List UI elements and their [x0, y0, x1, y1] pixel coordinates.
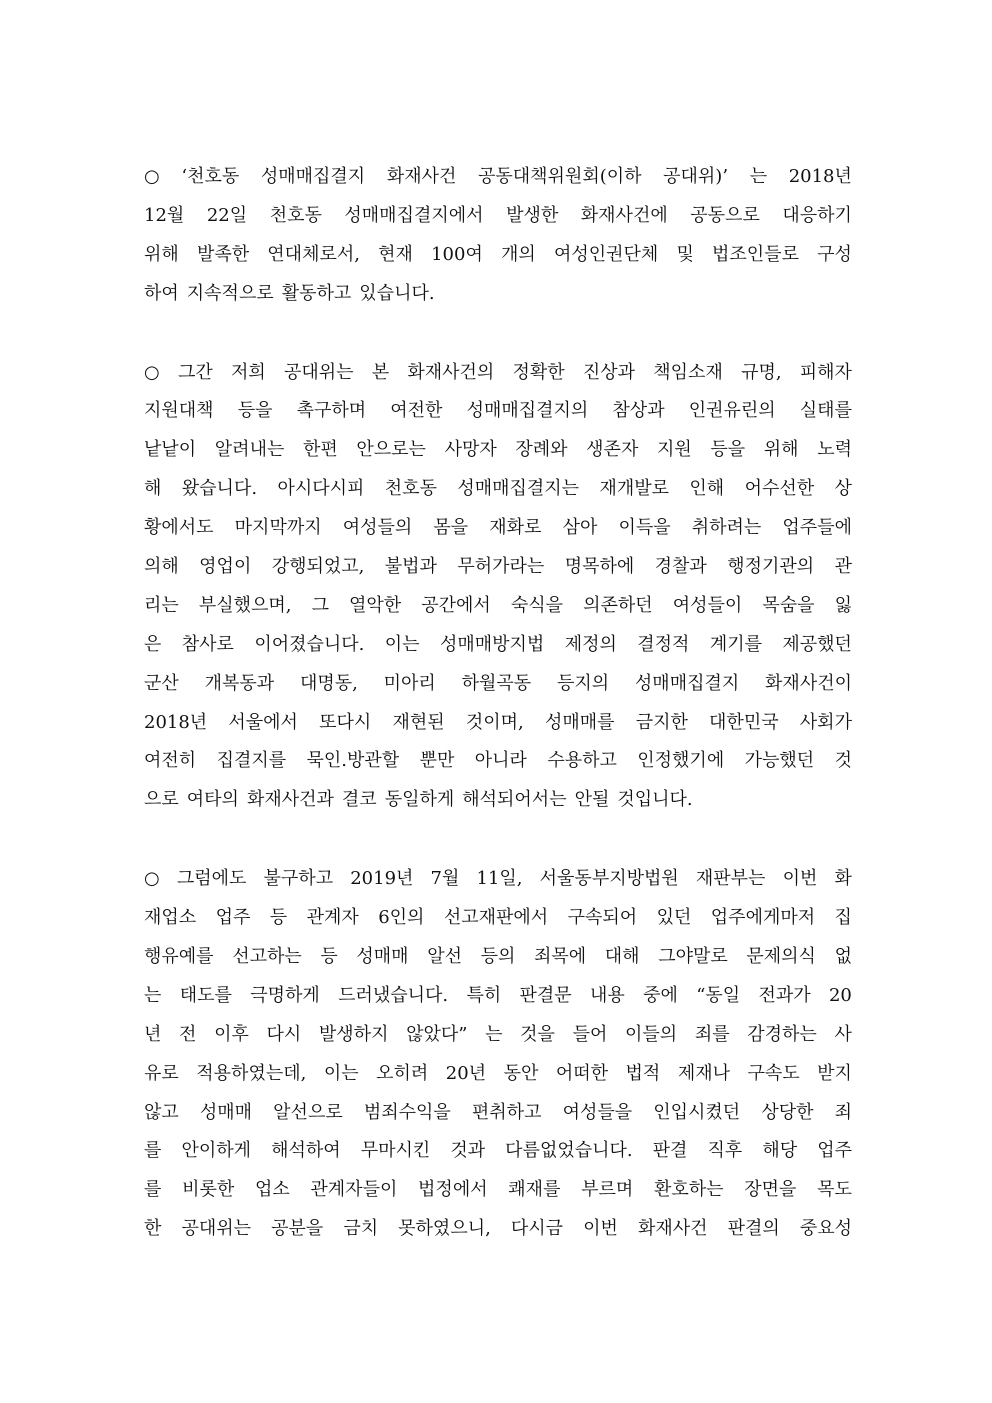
text-line: 리는 부실했으며, 그 열악한 공간에서 숙식을 의존하던 여성들이 목숨을 잃	[144, 594, 852, 616]
text-line: 군산 개복동과 대명동, 미아리 하월곡동 등지의 성매매집결지 화재사건이	[144, 672, 852, 694]
text-line: 황에서도 마지막까지 여성들의 몸을 재화로 삼아 이득을 취하려는 업주들에	[144, 517, 852, 539]
text-line: 하여 지속적으로 활동하고 있습니다.	[144, 282, 435, 304]
text-line: 를 안이하게 해석하여 무마시킨 것과 다름없었습니다. 판결 직후 해당 업주	[144, 1140, 852, 1162]
text-line: 해 왔습니다. 아시다시피 천호동 성매매집결지는 재개발로 인해 어수선한 상	[144, 478, 852, 500]
text-line: 12월 22일 천호동 성매매집결지에서 발생한 화재사건에 공동으로 대응하기	[144, 204, 852, 226]
text-line: 재업소 업주 등 관계자 6인의 선고재판에서 구속되어 있던 업주에게마저 집	[144, 907, 852, 929]
text-line: 의해 영업이 강행되었고, 불법과 무허가라는 명목하에 경찰과 행정기관의 관	[144, 556, 852, 578]
text-line: ○ ‘천호동 성매매집결지 화재사건 공동대책위원회(이하 공대위)’ 는 2018년	[144, 166, 852, 187]
text-line: 를 비롯한 업소 관계자들이 법정에서 쾌재를 부르며 환호하는 장면을 목도	[144, 1179, 852, 1201]
document-body	[144, 158, 852, 1289]
text-line: 유로 적용하였는데, 이는 오히려 20년 동안 어떠한 법적 제재나 구속도 받지	[144, 1062, 852, 1084]
paragraph	[144, 860, 852, 1249]
text-line: 은 참사로 이어졌습니다. 이는 성매매방지법 제정의 결정적 계기를 제공했던	[144, 633, 852, 655]
paragraph	[144, 158, 852, 314]
text-line: 않고 성매매 알선으로 범죄수익을 편취하고 여성들을 인입시켰던 상당한 죄	[144, 1101, 852, 1123]
text-line: ○ 그간 저희 공대위는 본 화재사건의 정확한 진상과 책임소재 규명, 피해자	[144, 361, 852, 383]
text-line: 낱낱이 알려내는 한편 안으로는 사망자 장례와 생존자 지원 등을 위해 노력	[144, 439, 852, 461]
text-line: 지원대책 등을 촉구하며 여전한 성매매집결지의 참상과 인권유린의 실태를	[144, 400, 852, 422]
paragraph	[144, 354, 852, 821]
text-line: 여전히 집결지를 묵인.방관할 뿐만 아니라 수용하고 인정했기에 가능했던 것	[144, 750, 852, 772]
text-line: 는 태도를 극명하게 드러냈습니다. 특히 판결문 내용 중에 “동일 전과가 20	[144, 984, 852, 1006]
text-line: 2018년 서울에서 또다시 재현된 것이며, 성매매를 금지한 대한민국 사회가	[144, 711, 852, 733]
text-line: 년 전 이후 다시 발생하지 않았다” 는 것을 들어 이들의 죄를 감경하는 사	[144, 1023, 852, 1045]
text-line: ○ 그럼에도 불구하고 2019년 7월 11일, 서울동부지방법원 재판부는 이번 화	[144, 868, 852, 890]
text-line: 한 공대위는 공분을 금치 못하였으니, 다시금 이번 화재사건 판결의 중요성	[144, 1218, 852, 1240]
text-line: 행유예를 선고하는 등 성매매 알선 등의 죄목에 대해 그야말로 문제의식 없	[144, 946, 852, 968]
text-line: 으로 여타의 화재사건과 결코 동일하게 해석되어서는 안될 것입니다.	[144, 789, 693, 811]
text-line: 위해 발족한 연대체로서, 현재 100여 개의 여성인권단체 및 법조인들로 구성	[144, 243, 852, 265]
